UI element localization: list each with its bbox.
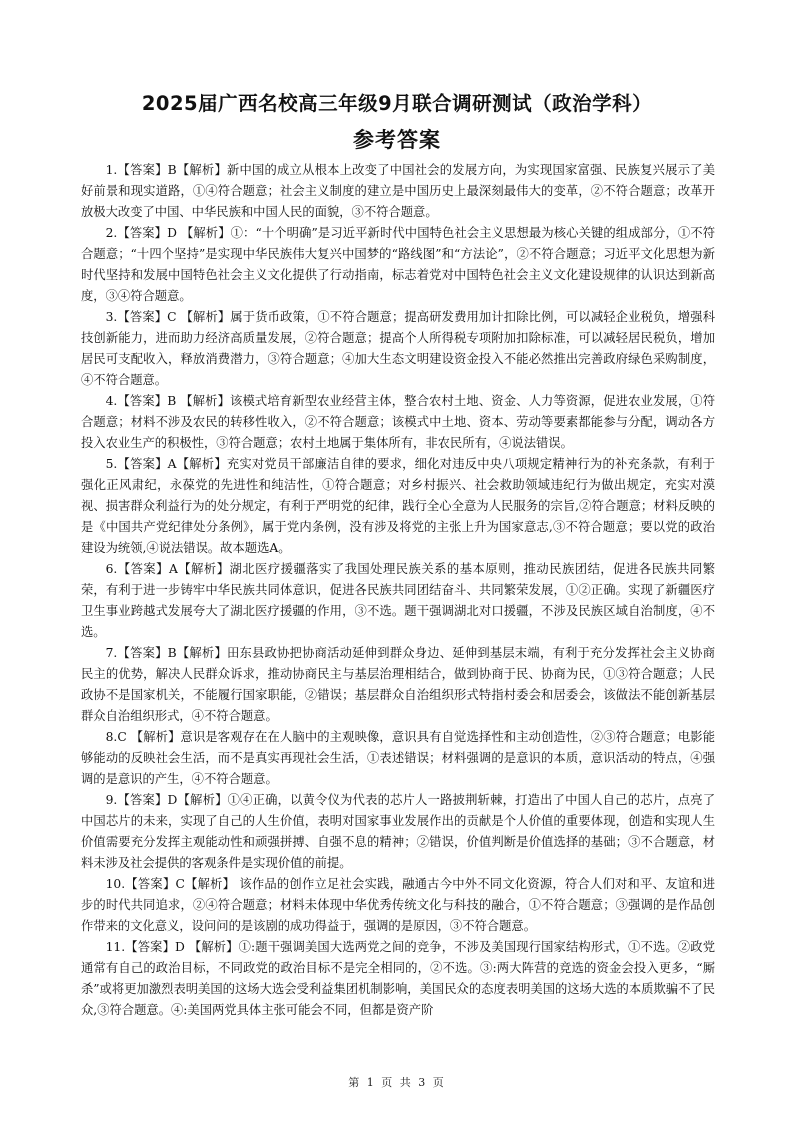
page-number: 第 1 页 共 3 页 [348,1076,446,1089]
answer-item-8: 8.C 【解析】意识是客观存在在人脑中的主观映像，意识具有自觉选择性和主动创造性，②③符合题意；电影能够能动的反映社会生活，而不是真实再现社会生活，①表述错误；材料强调的是意识的本质，意识活动的特点，④强调的是意识的产生，④不符合题意。 [81,730,715,786]
answer-item-1: 1.【答案】B【解析】新中国的成立从根本上改变了中国社会的发展方向，为实现国家富强、民族复兴展示了美好前景和现实道路，①④符合题意；社会主义制度的建立是中国历史上最深刻最伟大的变革，②不符合题意；改革开放极大改变了中国、中华民族和中国人民的面貌，③不符合题意。 [81,163,715,219]
answer-item-4: 4.【答案】B 【解析】该模式培育新型农业经营主体，整合农村土地、资金、人力等资源，促进农业发展，①符合题意；材料不涉及农民的转移性收入，②不符合题意；该模式中土地、资本、劳动等要素都能参与分配，调动各方投入农业生产的积极性，③符合题意；农村土地属于集体所有，非农民所有，④说法错误。 [81,394,715,450]
answer-list [81,160,715,1021]
answer-item-5: 5.【答案】A【解析】充实对党员干部廉洁自律的要求，细化对违反中央八项规定精神行为的补充条款，有利于强化正风肃纪，永葆党的先进性和纯洁性，①符合题意；对乡村振兴、社会救助领域违纪行为做出规定，充实对漠视、损害群众利益行为的处分规定，有利于严明党的纪律，践行全心全意为人民服务的宗旨,②符合题意；材料反映的是《中国共产党纪律处分条例》，属于党内条例，没有涉及将党的主张上升为国家意志,③不符合题意；要以党的政治建设为统领,④说法错误。故本题选A。 [81,457,715,555]
answer-item-6: 6.【答案】A【解析】湖北医疗援疆落实了我国处理民族关系的基本原则，推动民族团结，促进各民族共同繁荣，有利于进一步铸牢中华民族共同体意识，促进各民族共同团结奋斗、共同繁荣发展，①②正确。实现了新疆医疗卫生事业跨越式发展夸大了湖北医疗援疆的作用，③不选。题干强调湖北对口援疆，不涉及民族区域自治制度，④不选。 [81,562,715,639]
document-subtitle: 参考答案 [353,128,441,152]
answer-item-9: 9.【答案】D【解析】①④正确，以黄令仪为代表的芯片人一路披荆斩棘，打造出了中国人自己的芯片，点亮了中国芯片的未来，实现了自己的人生价值，表明对国家事业发展作出的贡献是个人价值的重要体现，创造和实现人生价值需要充分发挥主观能动性和顽强拼搏、自强不息的精神；②错误，价值判断是价值选择的基础；③不合题意，材料未涉及社会提供的客观条件是实现价值的前提。 [81,793,715,870]
answer-item-11: 11.【答案】D 【解析】①:题干强调美国大选两党之间的竞争，不涉及美国现行国家结构形式，①不选。②政党通常有自己的政治目标，不同政党的政治目标不是完全相同的，②不选。③:两大阵营的竞选的资金会投入更多，“厮杀”或将更加激烈表明美国的这场大选会受利益集团机制影响，美国民众的态度表明美国的这场大选的本质欺骗不了民众,③符合题意。④:美国两党具体主张可能会不同，但都是资产阶 [81,940,715,1017]
answer-item-10: 10.【答案】C【解析】 该作品的创作立足社会实践，融通古今中外不同文化资源，符合人们对和平、友谊和进步的时代共同追求，②④符合题意；材料未体现中华优秀传统文化与科技的融合，①不符合题意；③强调的是作品创作带来的文化意义，设问问的是该剧的成功得益于，强调的是原因，③不符合题意。 [81,877,715,933]
document-title: 2025届广西名校高三年级9月联合调研测试（政治学科） [141,92,653,115]
answer-item-2: 2.【答案】D 【解析】①：“十个明确”是习近平新时代中国特色社会主义思想最为核心关键的组成部分，①不符合题意；“十四个坚持”是实现中华民族伟大复兴中国梦的“路线图”和“方法论”，②不符合题意；习近平文化思想为新时代坚持和发展中国特色社会主义文化提供了行动指南，标志着党对中国特色社会主义文化建设规律的认识达到新高度，③④符合题意。 [81,226,715,303]
answer-item-7: 7.【答案】B【解析】田东县政协把协商活动延伸到群众身边、延伸到基层末端，有利于充分发挥社会主义协商民主的优势，解决人民群众诉求，推动协商民主与基层治理相结合，做到协商于民、协商为民，①③符合题意；人民政协不是国家机关，不能履行国家职能，②错误；基层群众自治组织形式特指村委会和居委会，该做法不能创新基层群众自治组织形式，④不符合题意。 [81,646,715,723]
answer-item-3: 3.【答案】C 【解析】属于货币政策，①不符合题意；提高研发费用加计扣除比例，可以减轻企业税负，增强科技创新能力，进而助力经济高质量发展，②符合题意；提高个人所得税专项附加扣除标准，可以减轻居民税负，增加居民可支配收入，释放消费潜力，③符合题意；④加大生态文明建设资金投入不能必然推出完善政府绿色采购制度，④不符合题意。 [81,310,715,387]
